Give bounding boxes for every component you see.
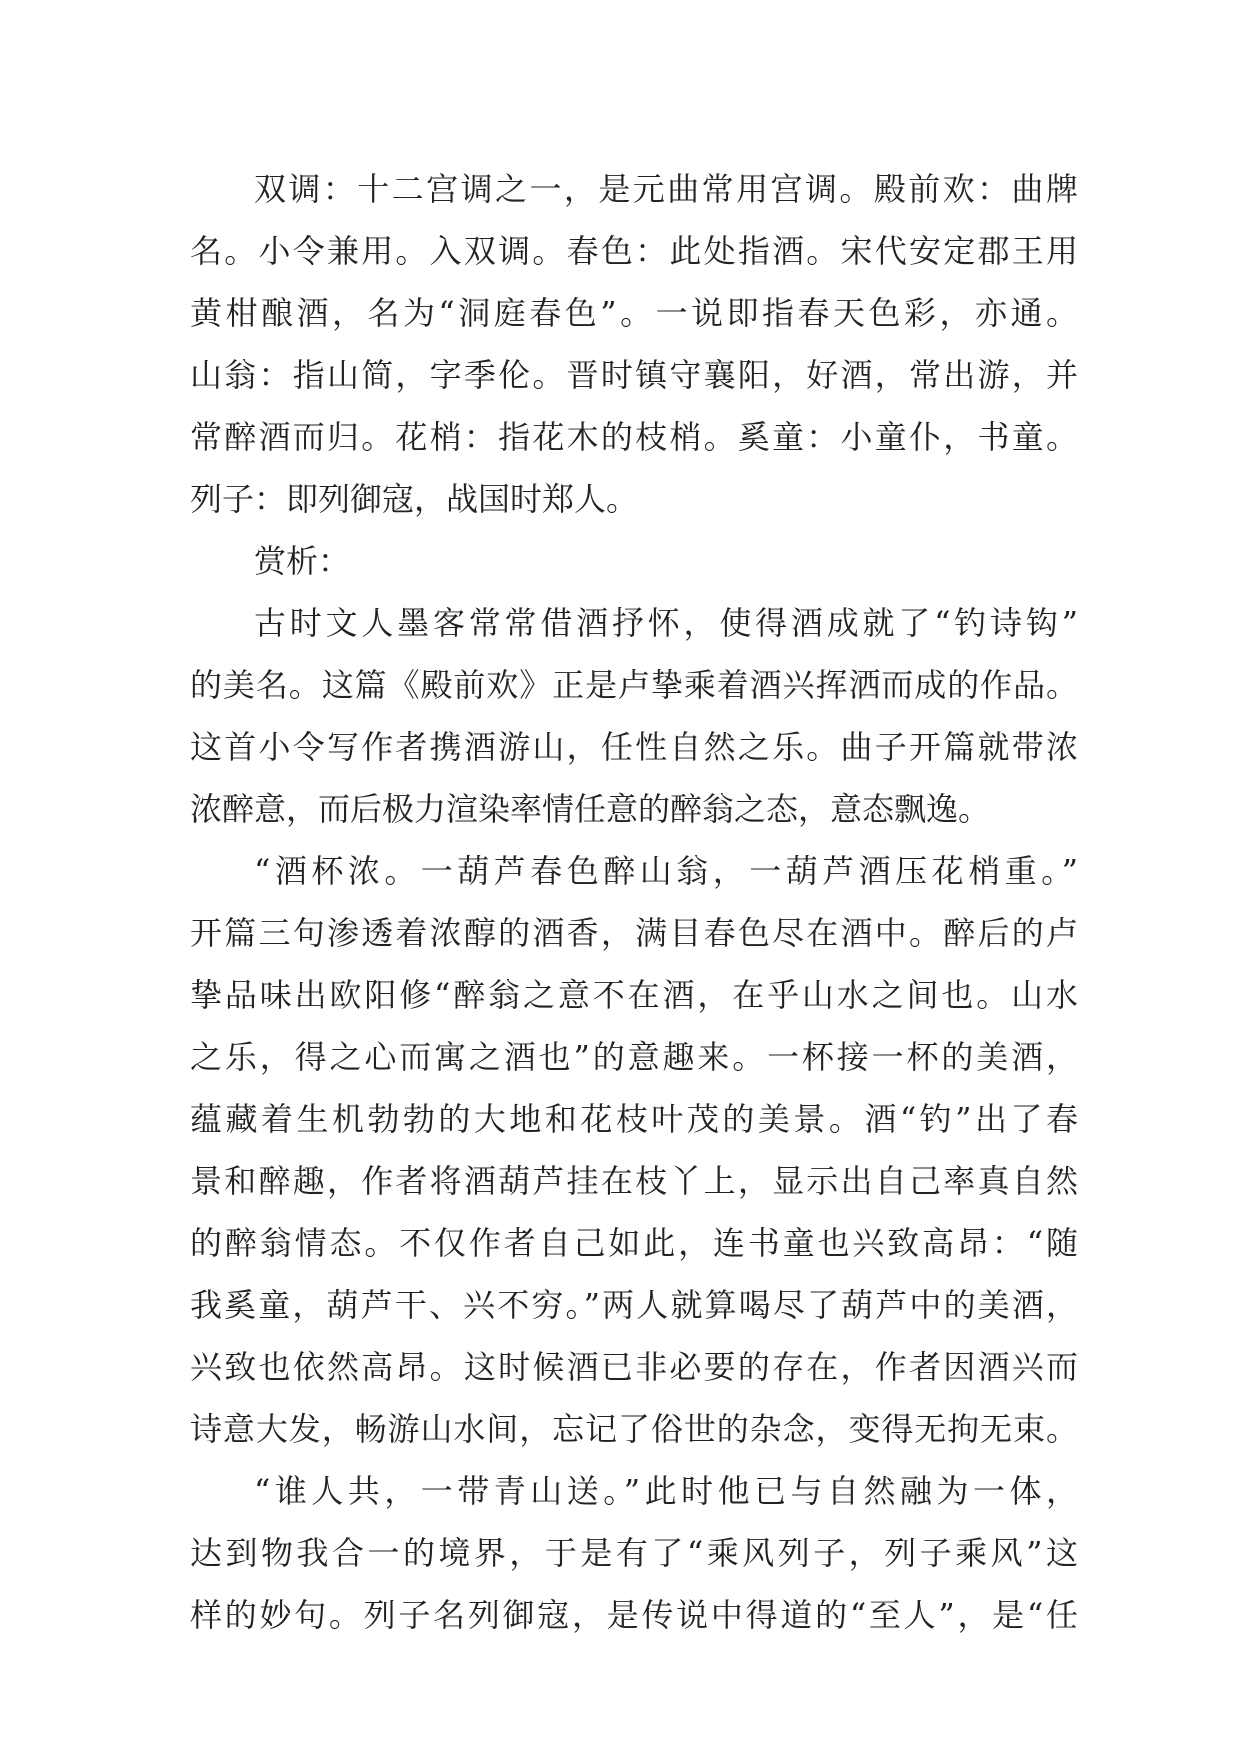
- text-line: 样的妙句。列子名列御寇，是传说中得道的“至人”，是“任: [190, 1596, 1078, 1634]
- text-line: 我奚童，葫芦干、兴不穷。”两人就算喝尽了葫芦中的美酒，: [190, 1286, 1078, 1324]
- text-line: 浓醉意，而后极力渲染率情任意的醉翁之态，意态飘逸。: [190, 790, 991, 828]
- text-line: 列子：即列御寇，战国时郑人。: [190, 480, 639, 518]
- text-line: 双调：十二宫调之一，是元曲常用宫调。殿前欢：曲牌: [254, 170, 1078, 208]
- text-line: 黄柑酿酒，名为“洞庭春色”。一说即指春天色彩，亦通。: [190, 294, 1078, 332]
- text-line: 蕴藏着生机勃勃的大地和花枝叶茂的美景。酒“钓”出了春: [190, 1100, 1078, 1138]
- text-line: “谁人共，一带青山送。”此时他已与自然融为一体，: [254, 1472, 1078, 1510]
- text-line: 景和醉趣，作者将酒葫芦挂在枝丫上，显示出自己率真自然: [190, 1162, 1078, 1200]
- text-line: 常醉酒而归。花梢：指花木的枝梢。奚童：小童仆，书童。: [190, 418, 1078, 456]
- document-body: [190, 158, 1078, 1646]
- text-line: 名。小令兼用。入双调。春色：此处指酒。宋代安定郡王用: [190, 232, 1078, 270]
- text-line: 山翁：指山简，字季伦。晋时镇守襄阳，好酒，常出游，并: [190, 356, 1078, 394]
- text-line: 这首小令写作者携酒游山，任性自然之乐。曲子开篇就带浓: [190, 728, 1078, 766]
- text-line: 之乐，得之心而寓之酒也”的意趣来。一杯接一杯的美酒，: [190, 1038, 1078, 1076]
- text-line: “酒杯浓。一葫芦春色醉山翁，一葫芦酒压花梢重。”: [254, 852, 1078, 890]
- text-line: 兴致也依然高昂。这时候酒已非必要的存在，作者因酒兴而: [190, 1348, 1078, 1386]
- text-line: 开篇三句渗透着浓醇的酒香，满目春色尽在酒中。醉后的卢: [190, 914, 1078, 952]
- text-line: 诗意大发，畅游山水间，忘记了俗世的杂念，变得无拘无束。: [190, 1410, 1078, 1448]
- text-line: 的醉翁情态。不仅作者自己如此，连书童也兴致高昂：“随: [190, 1224, 1078, 1262]
- text-line: 挚品味出欧阳修“醉翁之意不在酒，在乎山水之间也。山水: [190, 976, 1078, 1014]
- text-line: 古时文人墨客常常借酒抒怀，使得酒成就了“钓诗钩”: [254, 604, 1078, 642]
- section-heading: 赏析：: [254, 542, 351, 580]
- text-line: 达到物我合一的境界，于是有了“乘风列子，列子乘风”这: [190, 1534, 1078, 1572]
- text-line: 的美名。这篇《殿前欢》正是卢挚乘着酒兴挥洒而成的作品。: [190, 666, 1078, 704]
